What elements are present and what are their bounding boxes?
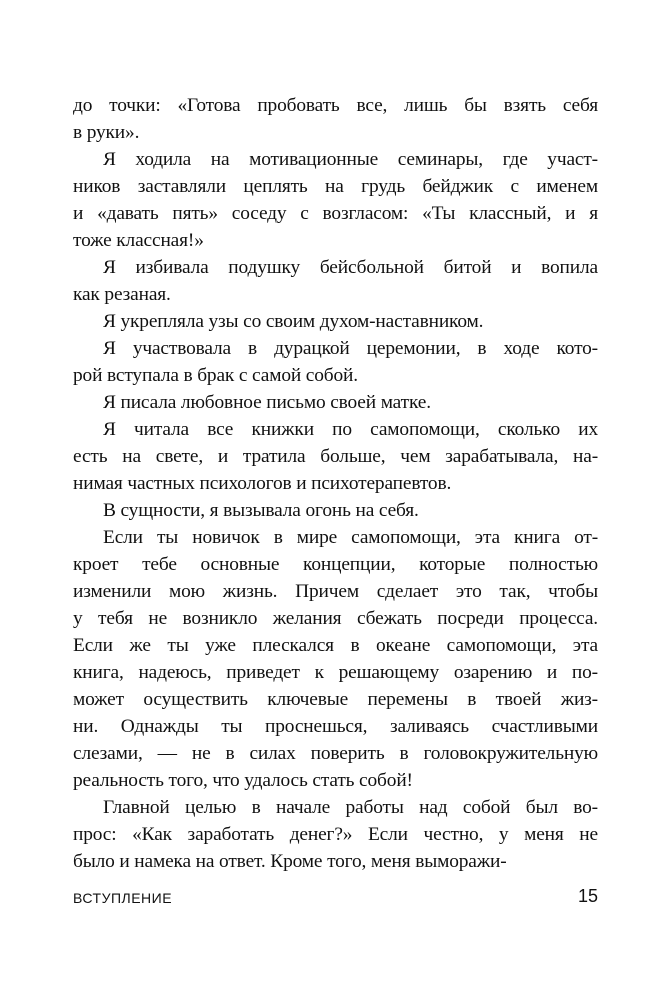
text-line: Если же ты уже плескался в океане самопомощи, эта bbox=[73, 635, 598, 656]
text-line: было и намека на ответ. Кроме того, меня выморажи- bbox=[73, 851, 507, 872]
text-line: изменили мою жизнь. Причем сделает это так, чтобы bbox=[73, 581, 598, 602]
text-line: Я избивала подушку бейсбольной битой и вопила bbox=[103, 257, 598, 278]
text-line: В сущности, я вызывала огонь на себя. bbox=[103, 500, 419, 521]
text-line: есть на свете, и тратила больше, чем зарабатывала, на- bbox=[73, 446, 598, 467]
text-line: слезами, — не в силах поверить в головокружительную bbox=[73, 743, 598, 764]
paragraph bbox=[73, 146, 598, 254]
text-line: Я читала все книжки по самопомощи, сколько их bbox=[103, 419, 598, 440]
text-line: ни. Однажды ты проснешься, заливаясь счастливыми bbox=[73, 716, 598, 737]
running-head: ВСТУПЛЕНИЕ bbox=[73, 890, 173, 906]
paragraph bbox=[73, 794, 598, 875]
text-line: кроет тебе основные концепции, которые полностью bbox=[73, 554, 598, 575]
text-line: Главной целью в начале работы над собой был во- bbox=[103, 797, 598, 818]
text-line: Я ходила на мотивационные семинары, где участ- bbox=[103, 149, 598, 170]
text-line: может осуществить ключевые перемены в твоей жиз- bbox=[73, 689, 598, 710]
text-line: Если ты новичок в мире самопомощи, эта книга от- bbox=[103, 527, 598, 548]
text-line: рой вступала в брак с самой собой. bbox=[73, 365, 358, 386]
paragraph bbox=[73, 308, 598, 335]
text-line: у тебя не возникло желания сбежать посреди процесса. bbox=[73, 608, 598, 629]
paragraph bbox=[73, 254, 598, 308]
text-line: ников заставляли цеплять на грудь бейджик с именем bbox=[73, 176, 598, 197]
paragraph bbox=[73, 335, 598, 389]
text-line: до точки: «Готова пробовать все, лишь бы взять себя bbox=[73, 95, 598, 116]
text-line: Я участвовала в дурацкой церемонии, в ходе кото- bbox=[103, 338, 598, 359]
text-line: нимая частных психологов и психотерапевтов. bbox=[73, 473, 452, 494]
page-number: 15 bbox=[577, 886, 598, 906]
text-line: реальность того, что удалось стать собой! bbox=[73, 770, 413, 791]
paragraph bbox=[73, 524, 598, 794]
text-line: книга, надеюсь, приведет к решающему озарению и по- bbox=[73, 662, 598, 683]
text-line: прос: «Как заработать денег?» Если честно, у меня не bbox=[73, 824, 598, 845]
paragraph bbox=[73, 92, 598, 146]
page-footer bbox=[73, 886, 598, 916]
text-line: Я укрепляла узы со своим духом-наставником. bbox=[103, 311, 484, 332]
text-line: как резаная. bbox=[73, 284, 171, 305]
body-text bbox=[73, 92, 598, 875]
paragraph bbox=[73, 416, 598, 497]
text-line: тоже классная!» bbox=[73, 230, 204, 251]
text-line: Я писала любовное письмо своей матке. bbox=[103, 392, 431, 413]
text-line: в руки». bbox=[73, 122, 140, 143]
text-line: и «давать пять» соседу с возгласом: «Ты классный, и я bbox=[73, 203, 598, 224]
paragraph bbox=[73, 389, 598, 416]
paragraph bbox=[73, 497, 598, 524]
